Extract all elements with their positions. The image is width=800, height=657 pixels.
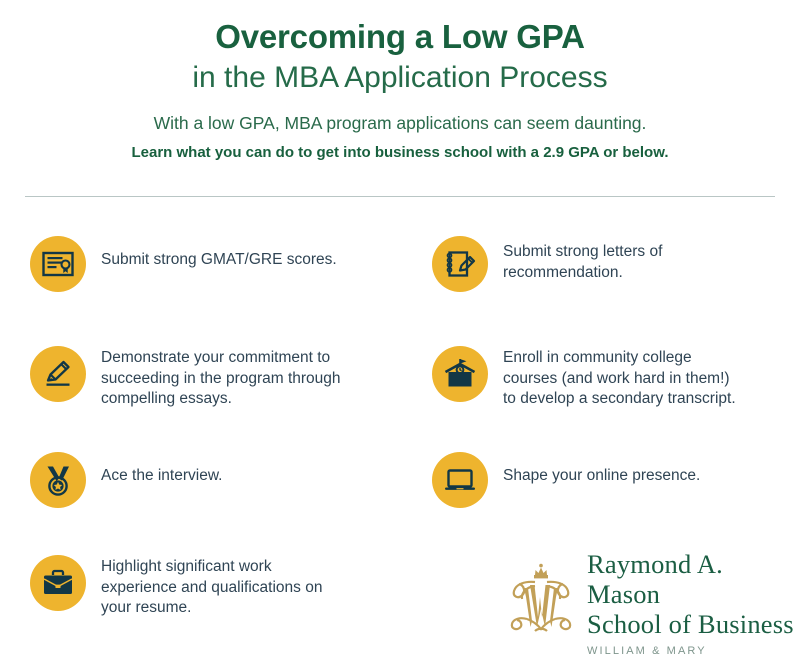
tip-line: Shape your online presence.	[503, 467, 701, 484]
certificate-icon	[30, 236, 86, 292]
tip-item	[432, 452, 792, 508]
page-title-line2: in the MBA Application Process	[192, 60, 608, 94]
laptop-icon	[432, 452, 488, 508]
briefcase-icon	[30, 555, 86, 611]
tip-line: compelling essays.	[101, 390, 232, 408]
tip-text	[101, 236, 337, 271]
tip-line: succeeding in the program through	[101, 369, 341, 387]
tip-line: Submit strong GMAT/GRE scores.	[101, 251, 337, 268]
tip-line: Demonstrate your commitment to	[101, 349, 331, 366]
tip-line: experience and qualifications on	[101, 578, 323, 596]
school-logo	[505, 548, 800, 657]
logo-wordmark	[587, 548, 800, 657]
tip-item	[30, 555, 410, 619]
header-divider	[25, 196, 775, 197]
tip-item	[30, 346, 410, 410]
subtitle-line1: With a low GPA, MBA program applications can seem daunting.	[153, 113, 647, 134]
tip-item	[432, 236, 792, 292]
tip-text	[503, 236, 662, 283]
medal-icon	[30, 452, 86, 508]
tip-text	[503, 452, 700, 487]
tip-line: Highlight significant work	[101, 558, 272, 575]
tip-item	[30, 236, 410, 292]
notepad-pencil-icon	[432, 236, 488, 292]
schoolhouse-icon	[432, 346, 488, 402]
william-and-mary-cypher-icon	[505, 561, 577, 643]
subtitle-line2: Learn what you can do to get into business school with a 2.9 GPA or below.	[131, 144, 669, 162]
pencil-icon	[30, 346, 86, 402]
tip-line: recommendation.	[503, 263, 623, 281]
tip-text	[503, 346, 736, 410]
tip-line: Ace the interview.	[101, 467, 223, 484]
tip-item	[30, 452, 410, 508]
header	[0, 0, 800, 163]
tip-line: Submit strong letters of	[503, 243, 663, 260]
page-title-line1: Overcoming a Low GPA	[215, 18, 585, 55]
logo-line-1: Raymond A. Mason	[587, 549, 723, 609]
tip-line: to develop a secondary transcript.	[503, 390, 736, 408]
tip-text	[101, 555, 322, 619]
tip-line: Enroll in community college	[503, 349, 692, 366]
tip-item	[432, 346, 792, 410]
tip-text	[101, 346, 341, 410]
tip-line: your resume.	[101, 599, 192, 617]
tip-line: courses (and work hard in them!)	[503, 369, 730, 387]
logo-line-2: School of Business	[587, 608, 794, 639]
tip-text	[101, 452, 222, 487]
logo-line-3: WILLIAM & MARY	[587, 644, 707, 657]
